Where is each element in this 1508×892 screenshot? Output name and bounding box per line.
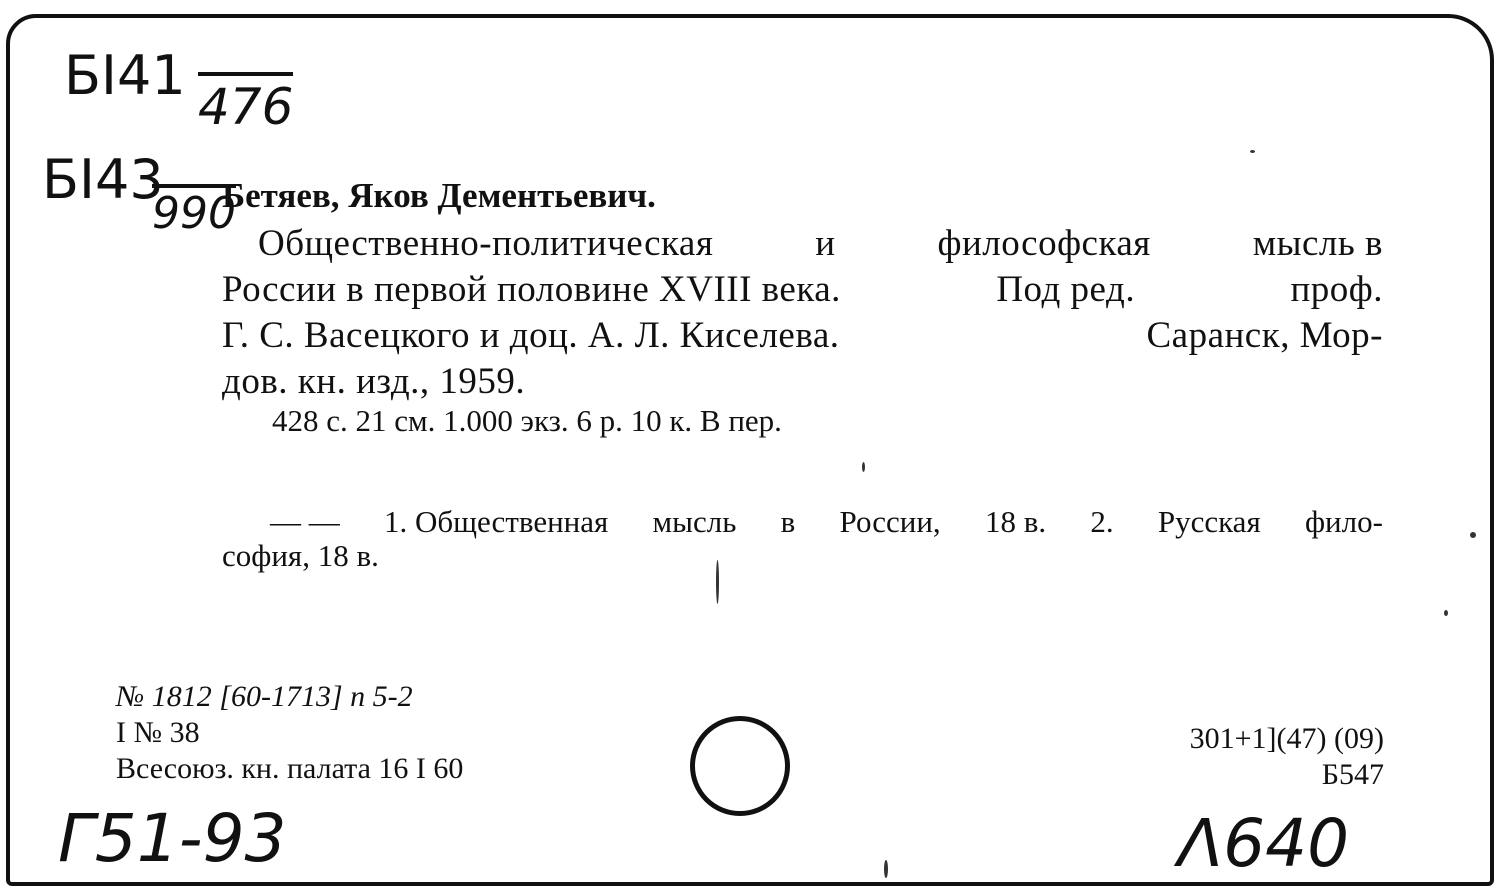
call-number-bottom-right: Λ640: [1178, 805, 1350, 882]
subject-line-1: [270, 504, 1383, 540]
subject-word: фило-: [1304, 504, 1383, 539]
title-line-2: [222, 268, 1383, 311]
title-line-1: [258, 222, 1383, 265]
scan-speck: [1470, 532, 1476, 538]
subject-word: 18 в.: [984, 504, 1047, 539]
scan-speck: [1250, 150, 1255, 153]
title-line-1-word: мысль в: [1252, 223, 1383, 264]
call-number-primary-a: БI41: [64, 44, 186, 107]
subject-word: Русская: [1157, 504, 1261, 539]
classification-code: 301+1](47) (09): [1189, 722, 1384, 755]
print-chamber-line: Всесоюз. кн. палата 16 I 60: [116, 752, 464, 785]
scan-speck: [862, 462, 865, 472]
scan-speck: [716, 560, 719, 604]
title-line-1-word: Общественно-политическая: [258, 223, 714, 264]
scan-speck: [884, 860, 888, 878]
title-line-1-word: философская: [937, 223, 1151, 264]
collation-line: 428 с. 21 см. 1.000 экз. 6 р. 10 к. В пер.: [272, 403, 782, 438]
subject-line-2: софия, 18 в.: [222, 538, 379, 573]
subject-word: 2.: [1090, 504, 1114, 539]
title-line-2-segment: России в первой половине XVIII века.: [222, 269, 841, 310]
title-line-3-segment: Саранск, Мор-: [1146, 315, 1383, 356]
print-series-number: I № 38: [116, 716, 200, 749]
scan-speck: [1444, 610, 1448, 616]
call-number-secondary-b: 990: [152, 184, 236, 239]
call-number-bottom-left: Г51-93: [58, 800, 287, 877]
subject-word: 1. Общественная: [384, 504, 609, 539]
title-line-1-word: и: [815, 223, 836, 264]
author-heading: Бетяев, Яков Дементьевич.: [222, 176, 656, 215]
call-number-secondary-a: БI43: [42, 148, 164, 211]
title-line-4: дов. кн. изд., 1959.: [222, 361, 526, 402]
author-mark: Б547: [1321, 758, 1384, 791]
title-line-2-segment: проф.: [1290, 269, 1383, 310]
call-number-primary-b: 476: [198, 72, 293, 136]
title-line-2-segment: Под ред.: [996, 269, 1136, 310]
card-punch-hole: [690, 716, 790, 816]
subject-word: — —: [270, 504, 340, 539]
title-line-3-segment: Г. С. Васецкого и доц. А. Л. Киселева.: [222, 315, 840, 356]
subject-word: в: [780, 504, 796, 539]
subject-word: мысль: [652, 504, 737, 539]
subject-word: России,: [839, 504, 941, 539]
title-line-3: [222, 314, 1383, 357]
print-order-number: № 1812 [60-1713] п 5-2: [116, 680, 413, 713]
